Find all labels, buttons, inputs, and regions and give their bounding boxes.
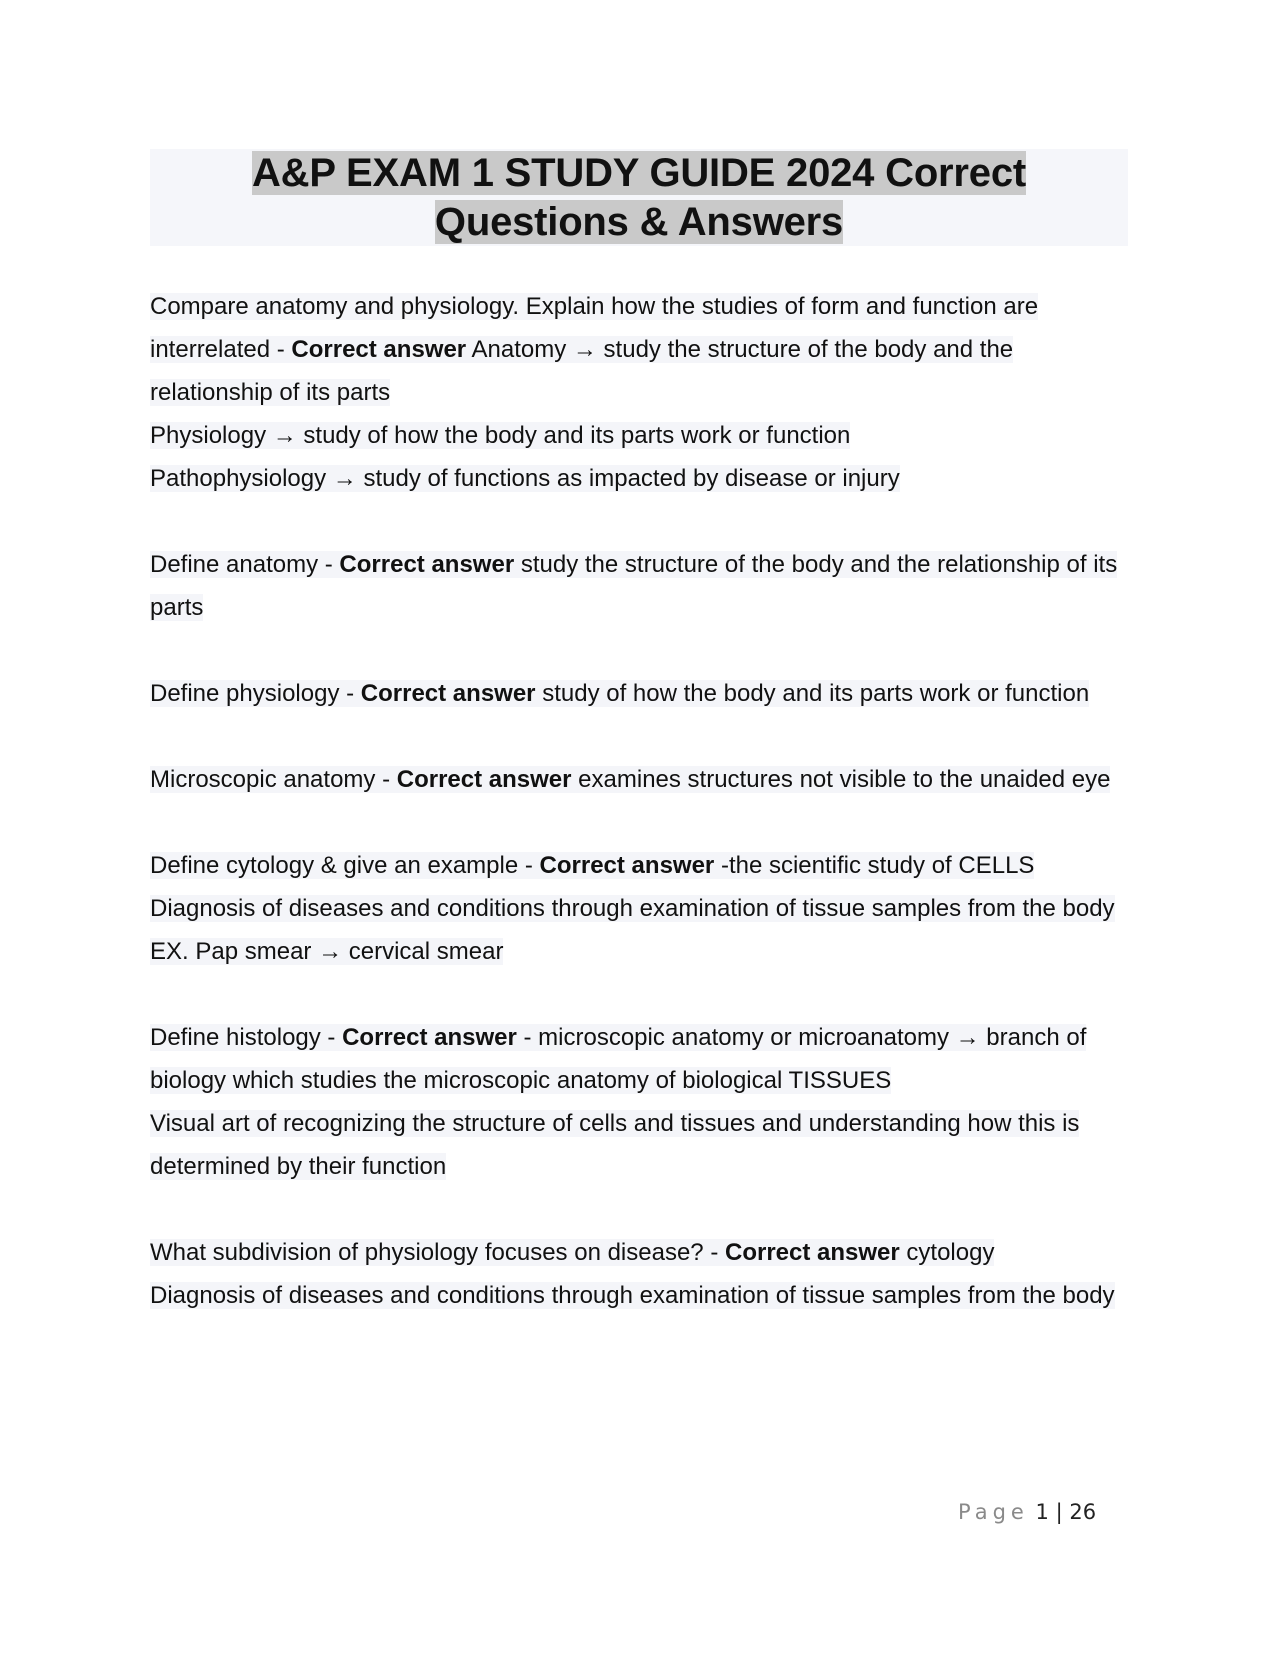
answer-line-text: EX. Pap smear → cervical smear: [150, 938, 504, 965]
question-text: Define cytology & give an example -: [150, 852, 540, 879]
qa-first-paragraph: [150, 1231, 1140, 1274]
qa-first-paragraph: [150, 758, 1140, 801]
qa-item: [150, 285, 1140, 500]
answer-line: [150, 930, 1140, 973]
answer-text: examines structures not visible to the unaided eye: [571, 766, 1111, 793]
qa-first-paragraph: [150, 285, 1140, 414]
correct-answer-label: Correct answer: [339, 551, 515, 578]
correct-answer-label: Correct answer: [724, 1239, 900, 1266]
qa-first-paragraph: [150, 1016, 1140, 1102]
qa-item: [150, 1231, 1140, 1317]
answer-line-text: Diagnosis of diseases and conditions through examination of tissue samples from the body: [150, 895, 1115, 922]
answer-text: Anatomy → study the structure of the body and the relationship of its parts: [150, 336, 1014, 406]
correct-answer-label: Correct answer: [360, 680, 536, 707]
page-separator: |: [1055, 1500, 1063, 1524]
page-footer: [958, 1500, 1096, 1524]
page-label: Page: [958, 1500, 1029, 1524]
title-line-2: Questions & Answers: [434, 200, 844, 244]
question-text: Define anatomy -: [150, 551, 340, 578]
question-text: Define physiology -: [150, 680, 361, 707]
correct-answer-label: Correct answer: [291, 336, 467, 363]
answer-text: -the scientific study of CELLS: [714, 852, 1035, 879]
qa-item: [150, 758, 1140, 801]
title-block: [150, 149, 1128, 246]
answer-line: [150, 887, 1140, 930]
qa-first-paragraph: [150, 543, 1140, 629]
qa-item: [150, 1016, 1140, 1188]
qa-item: [150, 844, 1140, 973]
answer-text: cytology: [899, 1239, 995, 1266]
answer-line-text: Pathophysiology → study of functions as impacted by disease or injury: [150, 465, 900, 492]
answer-text: study the structure of the body and the relationship of its parts: [150, 551, 1118, 621]
answer-line: [150, 1102, 1140, 1188]
question-text: What subdivision of physiology focuses on disease? -: [150, 1239, 725, 1266]
question-text: Microscopic anatomy -: [150, 766, 397, 793]
answer-line: [150, 457, 1140, 500]
qa-first-paragraph: [150, 672, 1140, 715]
qa-list: [150, 285, 1140, 1360]
qa-item: [150, 543, 1140, 629]
correct-answer-label: Correct answer: [396, 766, 572, 793]
page-number: 1: [1035, 1500, 1049, 1524]
answer-text: study of how the body and its parts work or function: [535, 680, 1090, 707]
answer-line-text: Visual art of recognizing the structure of cells and tissues and understanding how this is determined by their function: [150, 1110, 1080, 1180]
qa-first-paragraph: [150, 844, 1140, 887]
answer-line-text: Physiology → study of how the body and its parts work or function: [150, 422, 851, 449]
page-total: 26: [1069, 1500, 1097, 1524]
correct-answer-label: Correct answer: [342, 1024, 517, 1051]
question-text: Define histology -: [150, 1024, 343, 1051]
correct-answer-label: Correct answer: [539, 852, 715, 879]
qa-item: [150, 672, 1140, 715]
answer-text: - microscopic anatomy or microanatomy → branch of biology which studies the microscopic anatomy of biological TISSUES: [150, 1024, 1087, 1094]
title-line-1: A&P EXAM 1 STUDY GUIDE 2024 Correct: [252, 151, 1026, 195]
answer-line-text: Diagnosis of diseases and conditions through examination of tissue samples from the body: [150, 1282, 1115, 1309]
answer-line: [150, 414, 1140, 457]
document-title: [252, 151, 1026, 244]
question-text: Compare anatomy and physiology. Explain how the studies of form and function are interrelated -: [150, 293, 1039, 363]
answer-line: [150, 1274, 1140, 1317]
